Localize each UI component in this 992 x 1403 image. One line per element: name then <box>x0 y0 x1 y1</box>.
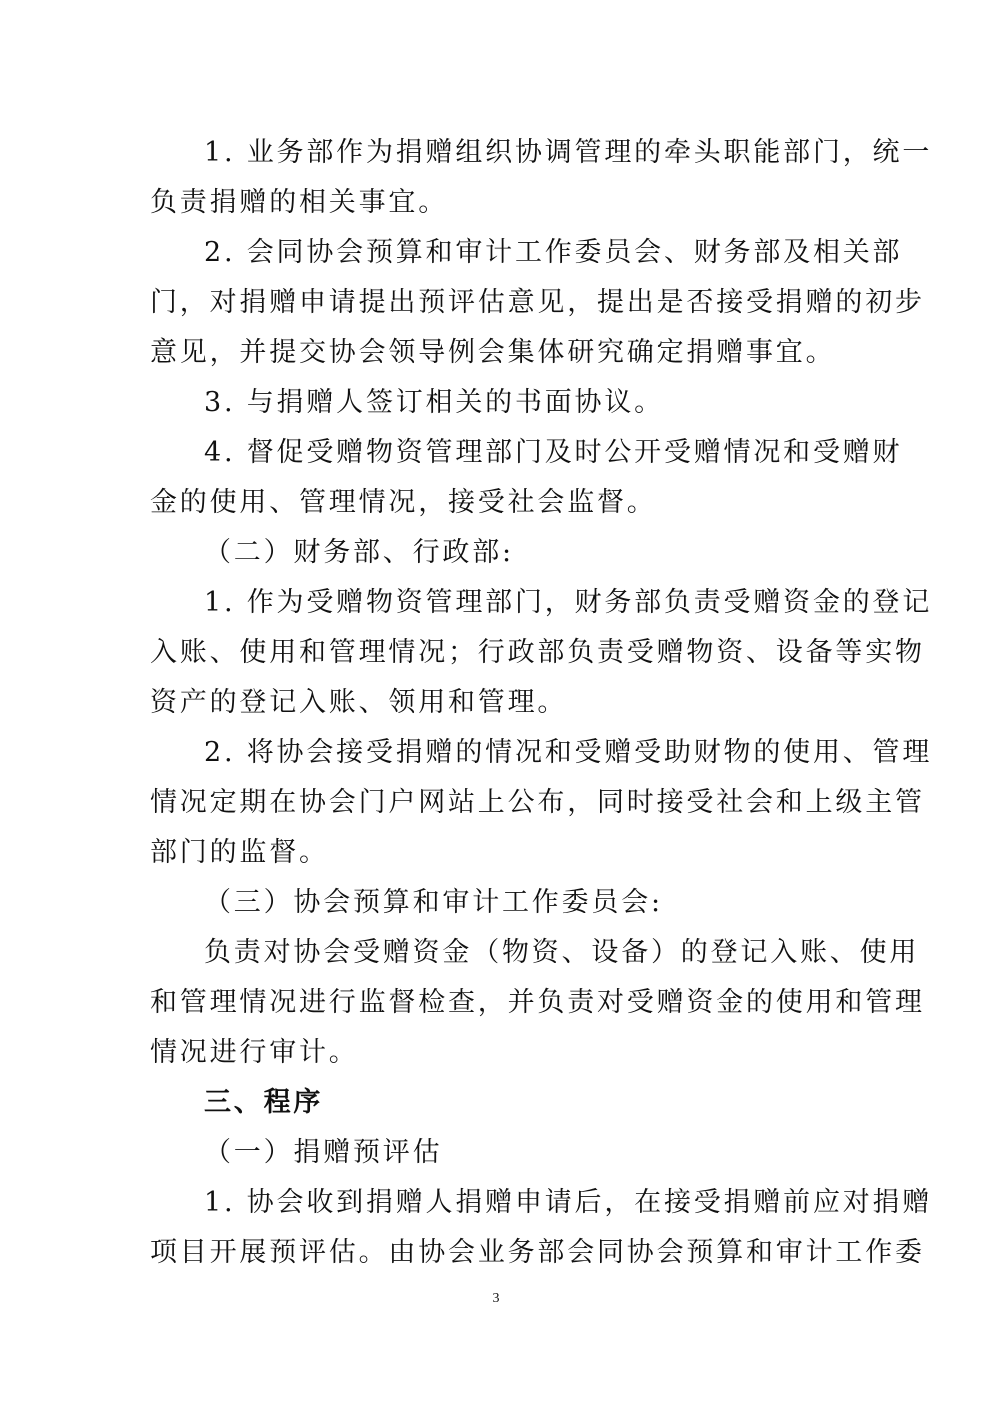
paragraph-line: 项目开展预评估。由协会业务部会同协会预算和审计工作委 <box>150 1237 925 1268</box>
paragraph-line: 1. 作为受赠物资管理部门，财务部负责受赠资金的登记 <box>204 587 933 618</box>
paragraph-line: 4. 督促受赠物资管理部门及时公开受赠情况和受赠财 <box>204 437 903 468</box>
paragraph-line: 门，对捐赠申请提出预评估意见，提出是否接受捐赠的初步 <box>150 287 925 318</box>
section-subheading: （二）财务部、行政部: <box>204 537 514 568</box>
page-number: 3 <box>492 1291 500 1306</box>
paragraph-line: 3. 与捐赠人签订相关的书面协议。 <box>204 387 664 418</box>
paragraph-line: 和管理情况进行监督检查，并负责对受赠资金的使用和管理 <box>150 987 925 1018</box>
paragraph-line: 负责对协会受赠资金（物资、设备）的登记入账、使用 <box>204 937 920 968</box>
paragraph-line: 2. 会同协会预算和审计工作委员会、财务部及相关部 <box>204 237 903 268</box>
paragraph-line: 资产的登记入账、领用和管理。 <box>150 687 568 718</box>
paragraph-line: 1. 业务部作为捐赠组织协调管理的牵头职能部门，统一 <box>204 137 933 168</box>
section-subheading: （一）捐赠预评估 <box>204 1137 443 1168</box>
section-heading: 三、程序 <box>204 1087 324 1118</box>
section-subheading: （三）协会预算和审计工作委员会: <box>204 887 663 918</box>
paragraph-line: 情况进行审计。 <box>150 1037 359 1068</box>
paragraph-line: 情况定期在协会门户网站上公布，同时接受社会和上级主管 <box>150 787 925 818</box>
paragraph-line: 1. 协会收到捐赠人捐赠申请后，在接受捐赠前应对捐赠 <box>204 1187 933 1218</box>
paragraph-line: 负责捐赠的相关事宜。 <box>150 187 448 218</box>
paragraph-line: 意见，并提交协会领导例会集体研究确定捐赠事宜。 <box>150 337 836 368</box>
paragraph-line: 金的使用、管理情况，接受社会监督。 <box>150 487 657 518</box>
paragraph-line: 入账、使用和管理情况；行政部负责受赠物资、设备等实物 <box>150 637 925 668</box>
paragraph-line: 2. 将协会接受捐赠的情况和受赠受助财物的使用、管理 <box>204 737 933 768</box>
paragraph-line: 部门的监督。 <box>150 837 329 868</box>
